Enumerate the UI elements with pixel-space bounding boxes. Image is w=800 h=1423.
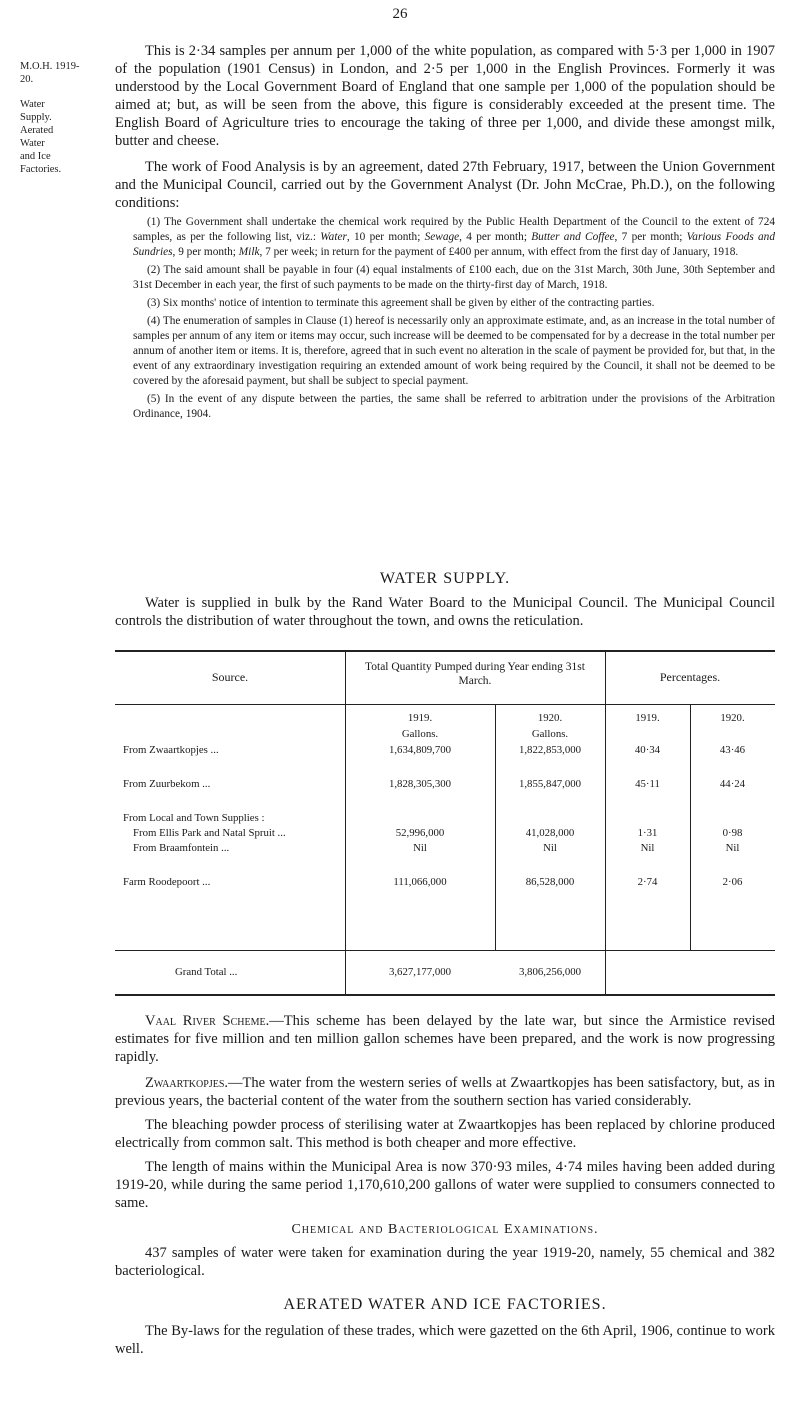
row-q1919: Nil	[413, 842, 427, 854]
row-q1919: 1,634,809,700	[388, 744, 452, 756]
margin-note: and Ice	[20, 151, 51, 162]
row-p1919: 45·11	[635, 778, 660, 790]
clause-4: (4) The enumeration of samples in Clause (1) hereof is necessarily only an approximate estimate, and, as an increase in the total number of samples per annum of any item or items may occur, such increase will be deemed to be compensated for by a decrease in the total number per annum of another item or items. It is, therefore, agreed that in such event no alteration in the scale of payment be provided for, but that, in the event of any extraordinary investigation requiring an extended amount of work being required by the Council, it shall not be deemed to be covered by the aforesaid payment, but shall be subject to special payment.	[133, 315, 775, 387]
bleaching-paragraph: The bleaching powder process of sterilising water at Zwaartkopjes has been replaced by chlorine produced electrically from common salt. This method is both cheaper and more effective.	[115, 1117, 775, 1151]
row-p1920: 2·06	[722, 876, 743, 888]
vaal-river-title: Vaal River Scheme.	[145, 1013, 270, 1029]
row-q1920: 41,028,000	[525, 827, 575, 839]
row-p1920: 0·98	[722, 827, 743, 839]
chemical-examinations-paragraph: 437 samples of water were taken for examination during the year 1919-20, namely, 55 chemical and 382 bacteriological.	[115, 1245, 775, 1279]
water-table	[115, 650, 775, 996]
header-total-quantity: Total Quantity Pumped during Year ending 31st March.	[365, 661, 585, 687]
row-p1920: 43·46	[719, 744, 746, 756]
row-q1919: 52,996,000	[395, 827, 445, 839]
margin-note: Aerated	[20, 125, 54, 136]
year-1919: 1919.	[407, 712, 433, 724]
row-source: From Ellis Park and Natal Spruit ...	[133, 827, 286, 839]
zwaartkopjes-paragraph: Zwaartkopjes.—The water from the western series of wells at Zwaartkopjes has been satisfactory, but, as in previous years, the bacterial content of the water from the southern section has varied considerably.	[115, 1075, 775, 1109]
chemical-examinations-heading: Chemical and Bacteriological Examinations.	[291, 1222, 599, 1237]
row-p1920: Nil	[725, 842, 740, 854]
row-q1920: 86,528,000	[525, 876, 575, 888]
water-supply-intro: Water is supplied in bulk by the Rand Water Board to the Municipal Council. The Municipal Council controls the distribution of water throughout the town, and owns the reticulation.	[115, 595, 775, 629]
grand-total-1920: 3,806,256,000	[518, 966, 582, 978]
row-p1919: 1·31	[637, 827, 658, 839]
header-source: Source.	[211, 670, 249, 684]
grand-total-1919: 3,627,177,000	[388, 966, 452, 978]
row-p1919: 2·74	[637, 876, 658, 888]
clause-3: (3) Six months' notice of intention to terminate this agreement shall be given by either of the contracting parties.	[147, 297, 655, 309]
gallons-label-1920: Gallons.	[531, 728, 569, 740]
margin-note: Supply.	[20, 112, 52, 123]
row-source: From Zwaartkopjes ...	[123, 744, 219, 756]
year-1920: 1920.	[537, 712, 563, 724]
row-p1919: Nil	[640, 842, 655, 854]
vaal-river-paragraph: Vaal River Scheme.—This scheme has been delayed by the late war, but since the Armistice revised estimates for five million and ten million gallon schemes have been prepared, and the work is now progressing rapidly.	[115, 1013, 775, 1065]
clause-5: (5) In the event of any dispute between the parties, the same shall be referred to arbitration under the provisions of the Arbitration Ordinance, 1904.	[133, 393, 775, 420]
pct-year-1919: 1919.	[635, 712, 660, 724]
row-q1920: Nil	[543, 842, 557, 854]
row-source: From Braamfontein ...	[133, 842, 230, 854]
margin-note: Factories.	[20, 164, 62, 175]
mains-paragraph: The length of mains within the Municipal Area is now 370·93 miles, 4·74 miles having been added during 1919-20, while during the same period 1,170,610,200 gallons of water were supplied to consumers connected to same.	[115, 1159, 775, 1211]
clauses-list	[133, 215, 775, 422]
margin-note: Water	[20, 99, 45, 110]
header-percentages: Percentages.	[659, 670, 721, 684]
row-p1920: 44·24	[719, 778, 746, 790]
row-q1919: 111,066,000	[393, 876, 447, 888]
water-supply-heading: WATER SUPPLY.	[379, 570, 511, 587]
margin-note: Water	[20, 138, 45, 149]
aerated-water-paragraph: The By-laws for the regulation of these trades, which were gazetted on the 6th April, 1906, continue to work well.	[115, 1323, 775, 1357]
report-code: M.O.H. 1919-20.	[20, 61, 80, 85]
paragraph-food-analysis: The work of Food Analysis is by an agreement, dated 27th February, 1917, between the Union Government and the Municipal Council, carried out by the Government Analyst (Dr. John McCrae, Ph.D.), on the following conditions:	[115, 159, 775, 211]
row-p1919: 40·34	[634, 744, 661, 756]
pct-year-1920: 1920.	[720, 712, 745, 724]
clause-2: (2) The said amount shall be payable in four (4) equal instalments of £100 each, due on the 31st March, 30th June, 30th September and 31st December in each year, the first of such payments to be made on the thirty-first day of March, 1918.	[133, 264, 775, 291]
row-q1920: 1,822,853,000	[518, 744, 582, 756]
water-supply-section	[115, 570, 775, 630]
paragraph-sampling: This is 2·34 samples per annum per 1,000 of the white population, as compared with 5·3 per 1,000 in 1907 of the population (1901 Census) in London, and 2·5 per 1,000 in the English Provinces. Formerly it was understood by the Local Government Board of England that one sample per 1,000 of the population should be aimed at; but, as will be seen from the above, this figure is considerably exceeded at the present time. The English Board of Agriculture tries to encourage the taking of three per 1,000, and divide these amongst milk, butter and cheese.	[115, 43, 775, 149]
row-source: From Zuurbekom ...	[123, 778, 211, 790]
grand-total-label: Grand Total ...	[175, 966, 238, 978]
gallons-label-1919: Gallons.	[401, 728, 439, 740]
top-section	[115, 42, 775, 422]
row-q1919: 1,828,305,300	[388, 778, 452, 790]
margin-notes	[20, 60, 92, 176]
page-number: 26	[392, 6, 408, 22]
zwaartkopjes-title: Zwaartkopjes.	[145, 1075, 228, 1091]
row-source: From Local and Town Supplies :	[123, 812, 265, 824]
clause-1: (1) The Government shall undertake the chemical work required by the Public Health Department of the Council to the extent of 724 samples, as per the following list, viz.: Water, 10 per month; Sewage, 4 per month; Butter and Coffee, 7 per month; Various Foods and Sundries, 9 per month; Milk, 7 per week; in return for the payment of £400 per annum, with effect from the first day of January, 1918.	[133, 216, 775, 258]
row-q1920: 1,855,847,000	[518, 778, 582, 790]
lower-section	[115, 1012, 775, 1358]
row-source: Farm Roodepoort ...	[123, 876, 211, 888]
aerated-water-heading: AERATED WATER AND ICE FACTORIES.	[283, 1296, 607, 1313]
